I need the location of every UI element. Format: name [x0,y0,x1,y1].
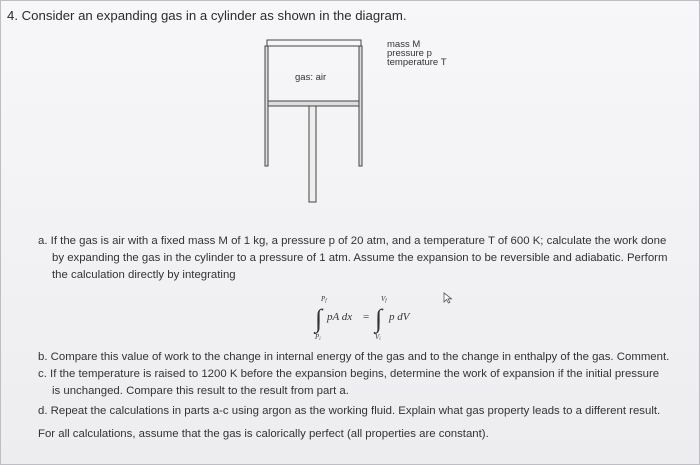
mass-block [267,40,361,46]
part-d: d. Repeat the calculations in parts a-c using argon as the working fluid. Explain what gas property leads to a different result. [38,405,661,417]
equals-sign: = [363,311,370,323]
temperature-label: temperature T [387,57,447,68]
part-b: b. Compare this value of work to the change in internal energy of the gas and to the change in enthalpy of the gas. Comment. [38,351,670,363]
left-lower-limit: Pi [315,333,321,341]
piston-rod [309,106,316,202]
mass-label: mass M [387,39,421,50]
mouse-pointer-icon [443,291,453,303]
question-title: 4. Consider an expanding gas in a cylinder as shown in the diagram. [7,8,407,23]
integral-sign-right: ∫ [375,304,383,333]
cylinder-diagram [259,35,469,205]
integral-sign-left: ∫ [315,304,323,333]
left-upper-limit: Pf [321,295,327,304]
part-a-line-1: a. If the gas is air with a fixed mass M of 1 kg, a pressure p of 20 atm, and a temperature T of 600 K; calculate the work done [38,235,667,247]
right-upper-limit: Vf [381,295,387,304]
part-c-line-1: c. If the temperature is raised to 1200 K before the expansion begins, determine the work of expansion if the initial pressure [38,368,660,380]
part-a-line-3: the calculation directly by integrating [52,269,236,281]
right-lower-limit: Vi [375,333,381,341]
calorically-perfect-note: For all calculations, assume that the gas is calorically perfect (all properties are constant). [38,428,489,440]
right-integrand: p dV [389,311,410,323]
left-integrand: pA dx [327,311,353,323]
pressure-label: pressure p [387,48,432,59]
part-c-line-2: is unchanged. Compare this result to the result from part a. [52,385,349,397]
piston-head [268,101,359,106]
part-a-line-2: by expanding the gas in the cylinder to a pressure of 1 atm. Assume the expansion to be reversible and adiabatic. Perform [52,252,668,264]
gas-label: gas: air [295,72,327,83]
